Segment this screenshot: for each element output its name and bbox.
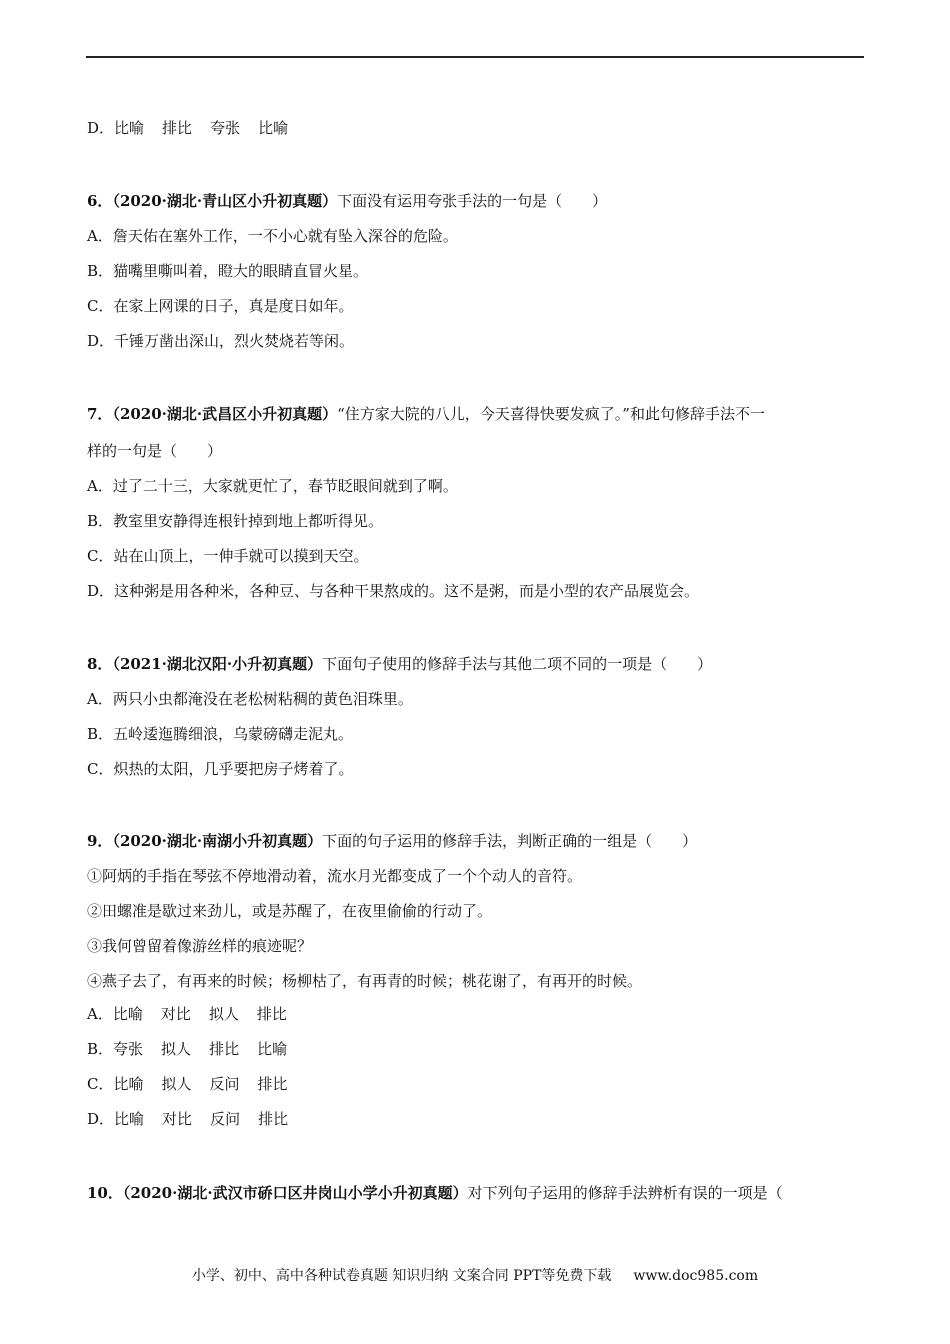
q6-option-c: C．在家上网课的日子，真是度日如年。 [87, 297, 354, 315]
q9-sentence-3: ③我何曾留着像游丝样的痕迹呢？ [87, 937, 313, 955]
q8-option-c: C．炽热的太阳，几乎要把房子烤着了。 [87, 760, 354, 778]
q8-option-a: A．两只小虫都淹没在老松树粘稠的黄色泪珠里。 [87, 690, 413, 708]
q5-option-d: D．比喻 排比 夸张 比喻 [87, 119, 289, 137]
question-number: 10． [87, 1184, 123, 1202]
question-source: （2020·湖北·武汉市硚口区井岗山小学小升初真题） [122, 1184, 468, 1202]
q6-option-a: A．詹天佑在塞外工作，一不小心就有坠入深谷的危险。 [87, 227, 458, 245]
question-number: 9． [87, 832, 113, 850]
page-footer [0, 1266, 950, 1286]
question-number: 8． [87, 655, 113, 673]
question-source: （2020·湖北·南湖小升初真题） [112, 832, 323, 850]
q7-stem-cont: 样的一句是（ ） [87, 442, 223, 460]
question-source: （2020·湖北·武昌区小升初真题） [112, 405, 338, 423]
q7-option-c: C．站在山顶上，一伸手就可以摸到天空。 [87, 547, 369, 565]
q6-stem: 6．（2020·湖北·青山区小升初真题）下面没有运用夸张手法的一句是（ ） [87, 192, 608, 210]
q7-option-d: D．这种粥是用各种米，各种豆、与各种干果熬成的。这不是粥，而是小型的农产品展览会。 [87, 582, 700, 600]
q7-stem: 7．（2020·湖北·武昌区小升初真题）“住方家大院的八儿，今天喜得快要发疯了。”和此句修辞手法不一 [87, 405, 765, 423]
question-number: 6． [87, 192, 113, 210]
q9-option-b: B．夸张 拟人 排比 比喻 [87, 1040, 288, 1058]
q8-option-b: B．五岭逶迤腾细浪，乌蒙磅礴走泥丸。 [87, 725, 354, 743]
q9-option-d: D．比喻 对比 反问 排比 [87, 1110, 289, 1128]
question-source: （2021·湖北汉阳·小升初真题） [112, 655, 323, 673]
question-number: 7． [87, 405, 113, 423]
q9-stem: 9．（2020·湖北·南湖小升初真题）下面的句子运用的修辞手法，判断正确的一组是（ ） [87, 832, 698, 850]
q8-stem: 8．（2021·湖北汉阳·小升初真题）下面句子使用的修辞手法与其他二项不同的一项是（ ） [87, 655, 713, 673]
q9-sentence-2: ②田螺准是歇过来劲儿，或是苏醒了，在夜里偷偷的行动了。 [87, 902, 493, 920]
q7-option-a: A．过了二十三，大家就更忙了，春节眨眼间就到了啊。 [87, 477, 458, 495]
q10-stem: 10．（2020·湖北·武汉市硚口区井岗山小学小升初真题）对下列句子运用的修辞手法辨析有误的一项是（ [87, 1184, 783, 1202]
header-rule [86, 56, 864, 58]
footer-site-link[interactable]: www.doc985.com [633, 1268, 759, 1284]
q9-sentence-4: ④燕子去了，有再来的时候；杨柳枯了，有再青的时候；桃花谢了，有再开的时候。 [87, 972, 643, 990]
q9-sentence-1: ①阿炳的手指在琴弦不停地滑动着，流水月光都变成了一个个动人的音符。 [87, 867, 583, 885]
q7-option-b: B．教室里安静得连根针掉到地上都听得见。 [87, 512, 384, 530]
footer-text: 小学、初中、高中各种试卷真题 知识归纳 文案合同 PPT等免费下载 [191, 1268, 612, 1284]
q9-option-c: C．比喻 拟人 反问 排比 [87, 1075, 288, 1093]
q6-option-d: D．千锤万凿出深山，烈火焚烧若等闲。 [87, 332, 355, 350]
q6-option-b: B．猫嘴里嘶叫着，瞪大的眼睛直冒火星。 [87, 262, 369, 280]
question-source: （2020·湖北·青山区小升初真题） [112, 192, 338, 210]
q9-option-a: A．比喻 对比 拟人 排比 [87, 1005, 287, 1023]
